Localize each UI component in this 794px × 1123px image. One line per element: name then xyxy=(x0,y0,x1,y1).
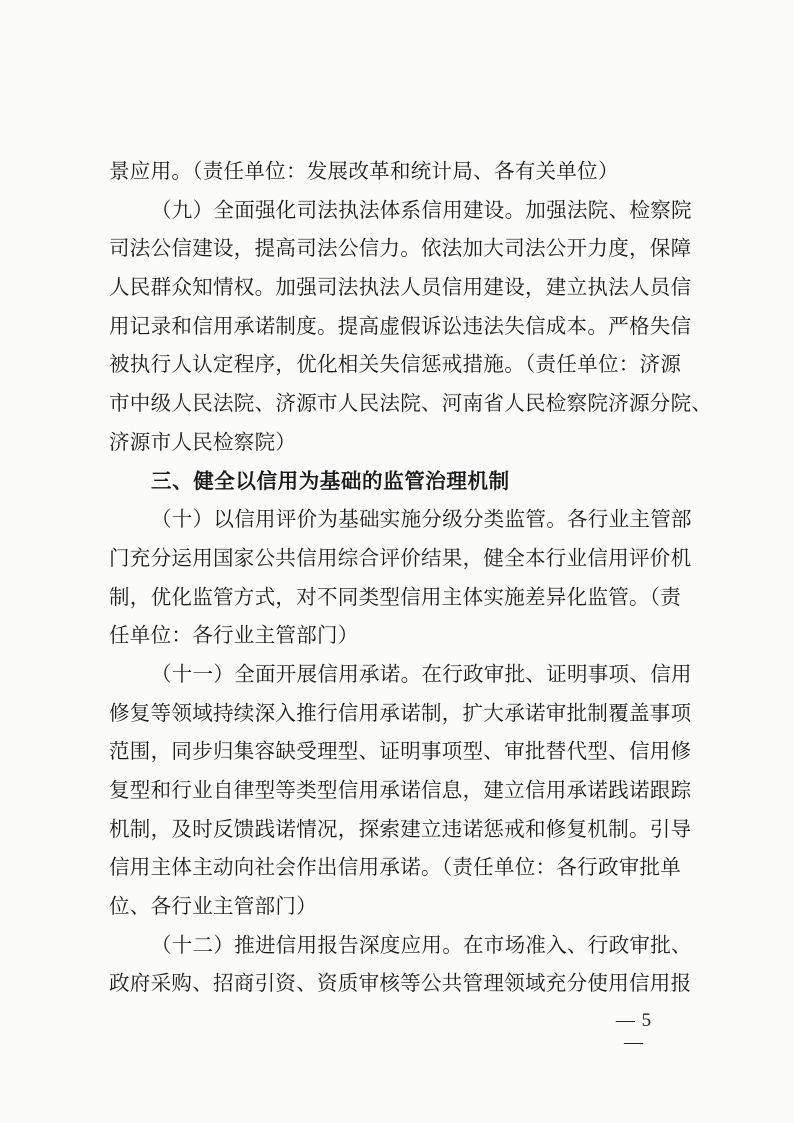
text-line: 人民群众知情权。加强司法执法人员信用建设，建立执法人员信 xyxy=(109,275,692,300)
text-line: 市中级人民法院、济源市人民法院、河南省人民检察院济源分院、 xyxy=(109,391,713,416)
text-line: 用记录和信用承诺制度。提高虚假诉讼违法失信成本。严格失信 xyxy=(109,313,692,338)
text-line: 任单位：各行业主管部门） xyxy=(109,623,359,648)
text-line: 制，优化监管方式，对不同类型信用主体实施差异化监管。（责 xyxy=(109,584,682,609)
text-line: 景应用。（责任单位：发展改革和统计局、各有关单位） xyxy=(109,159,619,183)
text-line: 修复等领域持续深入推行信用承诺制，扩大承诺审批制覆盖事项 xyxy=(109,700,692,725)
paragraph-heading: （十）以信用评价为基础实施分级分类监管。各行业主管部 xyxy=(151,507,692,532)
text-line: 济源市人民检察院） xyxy=(109,429,297,454)
page-number: — 5 — xyxy=(615,1010,653,1053)
text-line: 司法公信建设，提高司法公信力。依法加大司法公开力度，保障 xyxy=(109,236,692,261)
text-line: 位、各行业主管部门） xyxy=(109,894,317,919)
text-line: 被执行人认定程序，优化相关失信惩戒措施。（责任单位：济源 xyxy=(109,352,682,377)
paragraph-heading: （十一）全面开展信用承诺。在行政审批、证明事项、信用 xyxy=(151,661,692,686)
text-line: 范围，同步归集容缺受理型、证明事项型、审批替代型、信用修 xyxy=(109,739,692,764)
paragraph-heading: （九）全面强化司法执法体系信用建设。加强法院、检察院 xyxy=(151,197,692,222)
section-heading: 三、健全以信用为基础的监管治理机制 xyxy=(151,468,510,493)
text-line: 信用主体主动向社会作出信用承诺。（责任单位：各行政审批单 xyxy=(109,855,682,880)
text-line: 政府采购、招商引资、资质审核等公共管理领域充分使用信用报 xyxy=(109,971,692,996)
text-line: 门充分运用国家公共信用综合评价结果，健全本行业信用评价机 xyxy=(109,545,692,570)
text-line: 复型和行业自律型等类型信用承诺信息，建立信用承诺践诺跟踪 xyxy=(109,778,692,802)
document-body xyxy=(109,152,713,1003)
paragraph-heading: （十二）推进信用报告深度应用。在市场准入、行政审批、 xyxy=(151,932,692,957)
text-line: 机制，及时反馈践诺情况，探索建立违诺惩戒和修复机制。引导 xyxy=(109,816,692,841)
